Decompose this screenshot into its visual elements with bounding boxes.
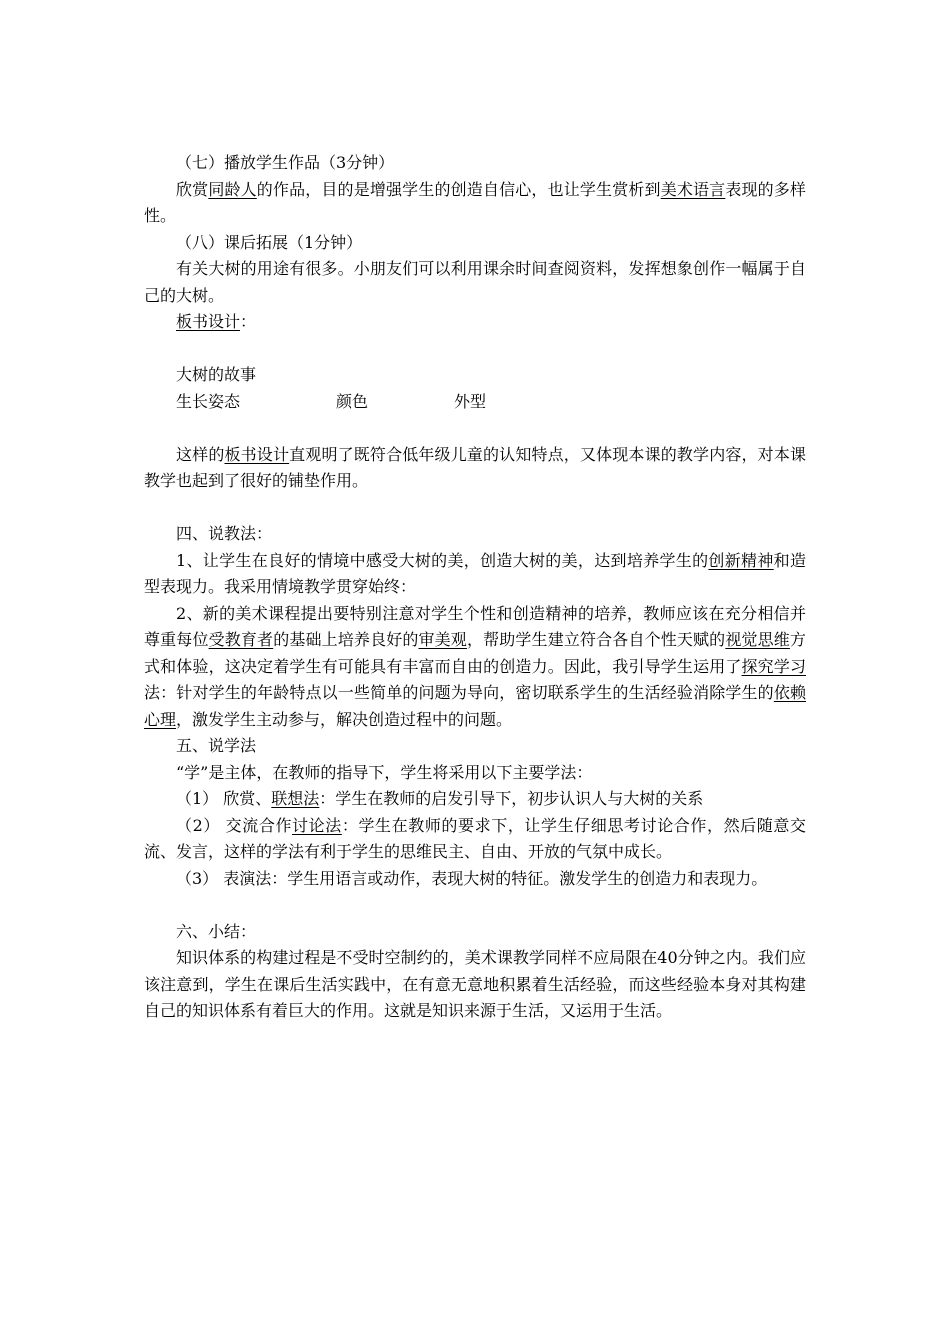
section-4-item-2 <box>144 601 806 734</box>
text-run: ，帮助学生建立符合各自个性天赋的 <box>466 630 726 649</box>
spacer <box>144 415 806 442</box>
link-aesthetics[interactable]: 审美观 <box>418 630 467 649</box>
section-6-heading: 六、小结： <box>176 921 257 941</box>
section-5-heading: 五、说学法 <box>176 736 257 755</box>
section-7-paragraph <box>144 177 806 230</box>
link-peers[interactable]: 同龄人 <box>208 179 257 199</box>
document-body <box>144 150 806 1025</box>
link-board-design[interactable]: 板书设计 <box>224 444 290 464</box>
board-item: 生长姿态 <box>176 391 241 411</box>
text-run: 表现的多样性。 <box>144 179 806 225</box>
section-7-heading: （七）播放学生作品（3分钟） <box>176 153 395 172</box>
section-4-item-1 <box>144 548 806 601</box>
section-5-item-3: （3） 表演法：学生用语言或动作，表现大树的特征。激发学生的创造力和表现力。 <box>176 868 768 888</box>
board-design-label <box>144 309 806 336</box>
section-8-heading: （八）课后拓展（1分钟） <box>176 232 363 252</box>
text-run: 直观明了既符合低年级儿童的认知特点，又体现本课的教学内容，对本课教学也起到了很好的铺垫作用。 <box>144 444 806 490</box>
text-run: 方式和体验，这决定着学生有可能具有丰富而自由的创造力。因此，我引导学生运用了 <box>144 630 806 676</box>
spacer <box>144 336 806 363</box>
link-visual-thinking[interactable]: 视觉思维 <box>725 630 790 649</box>
board-item: 颜色 <box>336 391 369 411</box>
section-8-paragraph: 有关大树的用途有很多。小朋友们可以利用课余时间查阅资料，发挥想象创作一幅属于自己的大树。 <box>144 259 806 305</box>
section-6-paragraph: 知识体系的构建过程是不受时空制约的，美术课教学同样不应局限在40分钟之内。我们应该注意到，学生在课后生活实践中，在有意无意地积累着生活经验，而这些经验本身对其构建自己的知识体系有着巨大的作用。这就是知识来源于生活，又运用于生活。 <box>144 948 806 1020</box>
text-run: 2、新的美术课程提出要特别注意对学生个性和创造精神的培养，教师应该在充分相信并尊重每位 <box>144 603 806 649</box>
link-inquiry-learning[interactable]: 探究学习 <box>741 656 806 676</box>
text-run: 和造型表现力。我采用情境教学贯穿始终： <box>144 550 806 596</box>
text-run: 的作品，目的是增强学生的创造自信心，也让学生赏析到 <box>256 179 661 199</box>
text-run: （2） 交流合作 <box>176 815 293 835</box>
link-association-method[interactable]: 联想法 <box>271 789 320 808</box>
link-innovation-spirit[interactable]: 创新精神 <box>708 550 774 570</box>
link-educatee[interactable]: 受教育者 <box>208 630 274 649</box>
board-title: 大树的故事 <box>176 365 257 384</box>
text-run: 这样的 <box>176 444 225 464</box>
link-art-language[interactable]: 美术语言 <box>660 179 726 199</box>
board-description <box>144 442 806 495</box>
text-run: ：学生在教师的要求下，让学生仔细思考讨论合作，然后随意交流、发言，这样的学法有利于学生的思维民主、自由、开放的气氛中成长。 <box>144 815 806 861</box>
spacer <box>144 892 806 919</box>
text-run: ： <box>240 312 257 331</box>
text-run: 的基础上培养良好的 <box>273 630 419 649</box>
text-run: ：学生在教师的启发引导下，初步认识人与大树的关系 <box>319 789 704 808</box>
board-items-row <box>144 389 806 416</box>
section-5-item-1 <box>144 786 806 813</box>
text-run: 法：针对学生的年龄特点以一些简单的问题为导向，密切联系学生的生活经验消除学生的 <box>144 683 774 702</box>
text-run: ，激发学生主动参与，解决创造过程中的问题。 <box>176 709 513 729</box>
section-4-heading: 四、说教法： <box>176 524 273 543</box>
link-dependence[interactable]: 依赖心理 <box>144 683 806 729</box>
link-board-design[interactable]: 板书设计 <box>176 312 241 331</box>
link-discussion-method[interactable]: 讨论法 <box>292 815 342 835</box>
text-run: 1、让学生在良好的情境中感受大树的美，创造大树的美，达到培养学生的 <box>176 550 709 570</box>
section-5-intro: “学”是主体，在教师的指导下，学生将采用以下主要学法： <box>176 762 593 782</box>
text-run: （1） 欣赏、 <box>176 789 272 808</box>
section-5-item-2 <box>144 813 806 866</box>
text-run: 欣赏 <box>176 179 209 199</box>
spacer <box>144 495 806 522</box>
board-item: 外型 <box>454 391 487 411</box>
